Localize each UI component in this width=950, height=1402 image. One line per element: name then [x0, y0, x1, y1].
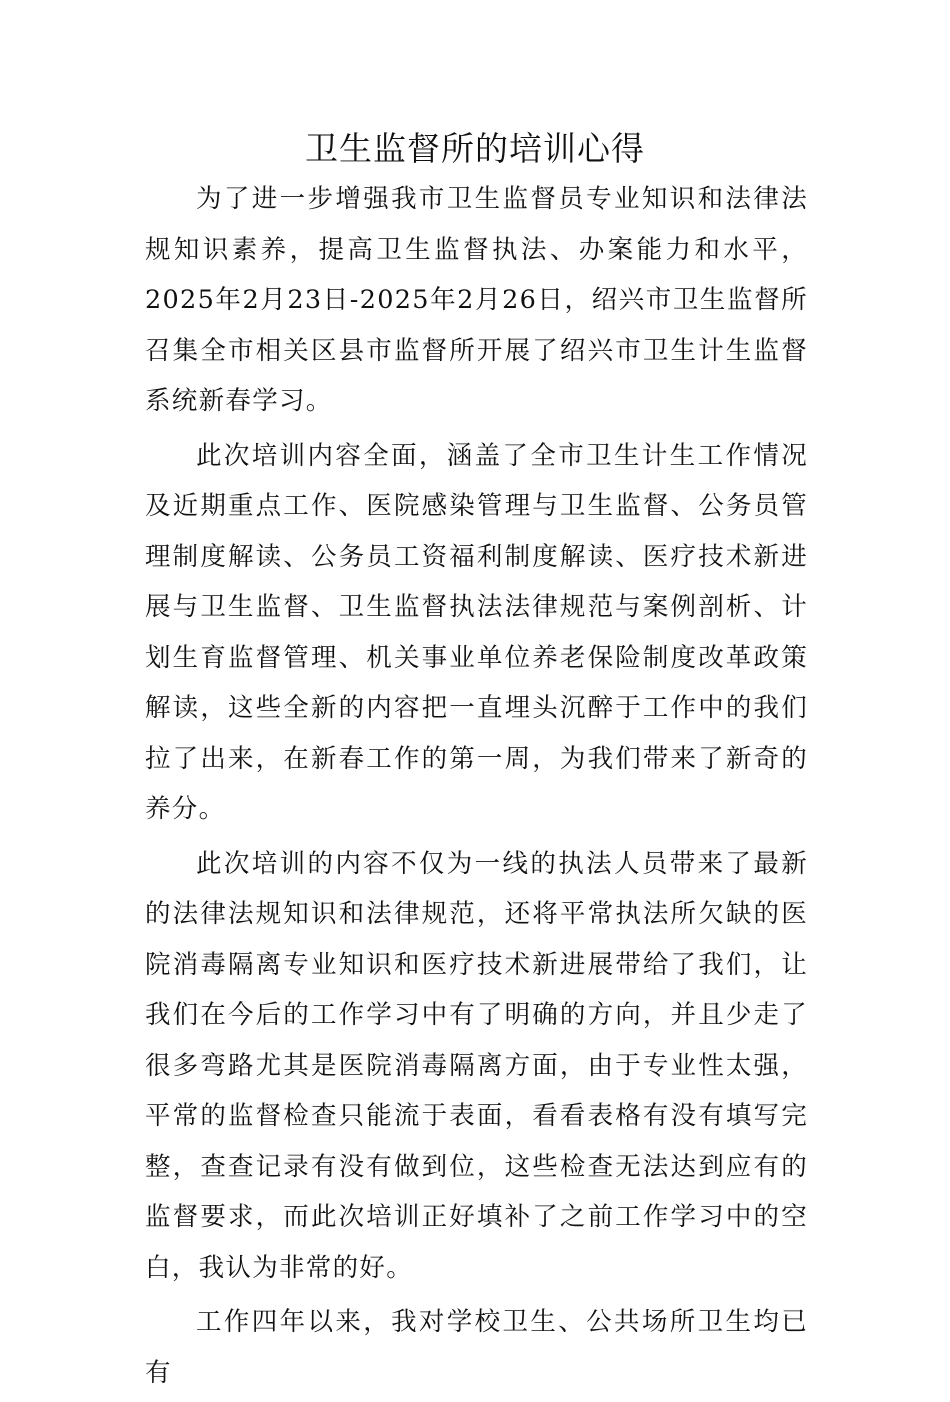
paragraph-4: 工作四年以来，我对学校卫生、公共场所卫生均已有 — [145, 1307, 808, 1388]
document-body — [145, 174, 808, 1402]
paragraph-1: 为了进一步增强我市卫生监督员专业知识和法律法规知识素养，提高卫生监督执法、办案能力和水平，2025年2月23日-2025年2月26日，绍兴市卫生监督所召集全市相关区县市监督所开展了绍兴市卫生计生监督系统新春学习。 — [145, 184, 808, 416]
paragraph-3: 此次培训的内容不仅为一线的执法人员带来了最新的法律法规知识和法律规范，还将平常执法所欠缺的医院消毒隔离专业知识和医疗技术新进展带给了我们，让我们在今后的工作学习中有了明确的方向，并且少走了很多弯路尤其是医院消毒隔离方面，由于专业性太强，平常的监督检查只能流于表面，看看表格有没有填写完整，查查记录有没有做到位，这些检查无法达到应有的监督要求，而此次培训正好填补了之前工作学习中的空白，我认为非常的好。 — [145, 848, 808, 1283]
paragraph-2: 此次培训内容全面，涵盖了全市卫生计生工作情况及近期重点工作、医院感染管理与卫生监督、公务员管理制度解读、公务员工资福利制度解读、医疗技术新进展与卫生监督、卫生监督执法法律规范与案例剖析、计划生育监督管理、机关事业单位养老保险制度改革政策解读，这些全新的内容把一直埋头沉醉于工作中的我们拉了出来，在新春工作的第一周，为我们带来了新奇的养分。 — [145, 440, 808, 824]
document-title: 卫生监督所的培训心得 — [305, 129, 645, 168]
